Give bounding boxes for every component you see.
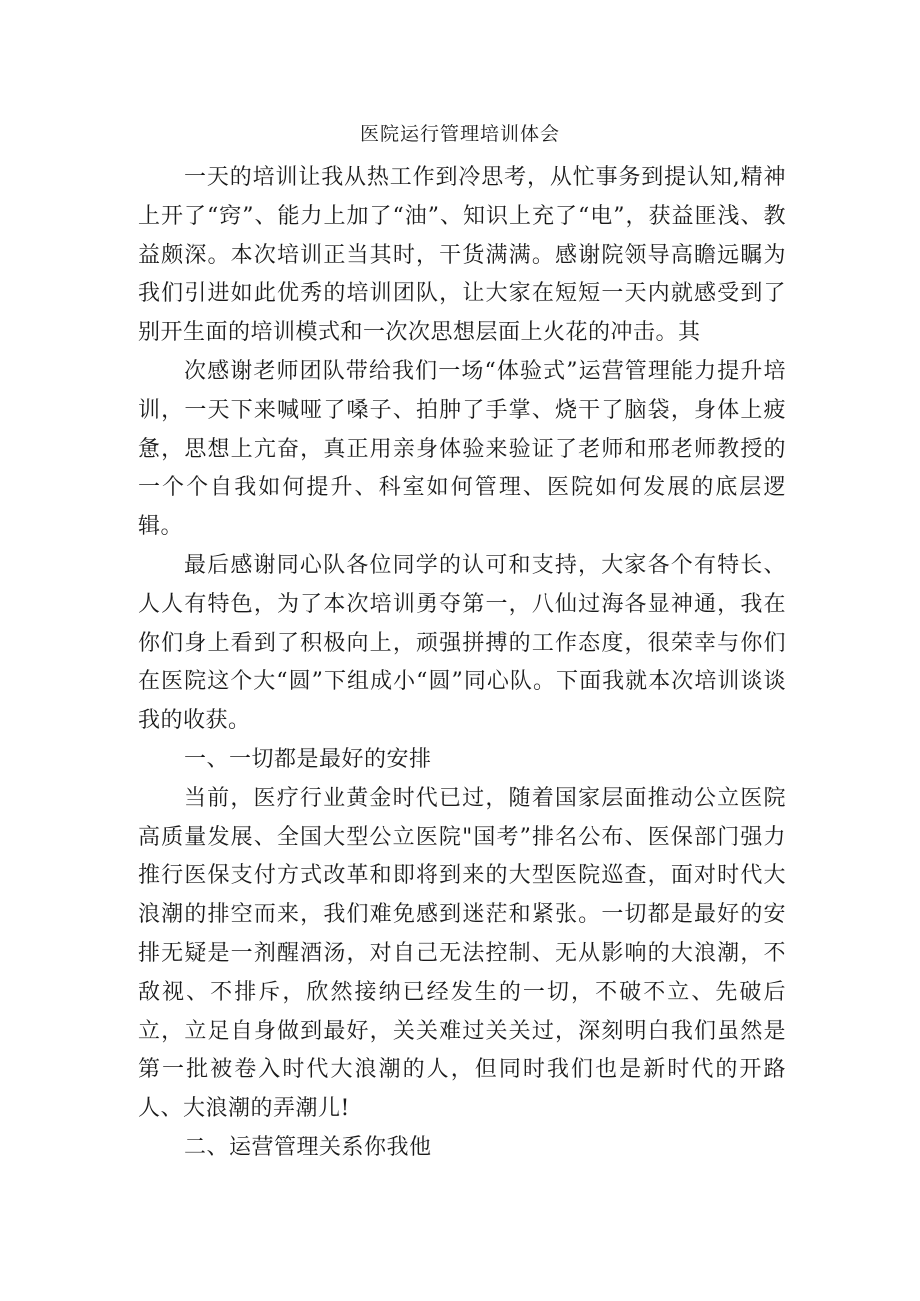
paragraph-intro: 一天的培训让我从热工作到冷思考，从忙事务到提认知,精神上开了“窍”、能力上加了“油”、知识上充了“电”，获益匪浅、教益颇深。本次培训正当其时，干货满满。感谢院领导高瞻远瞩为我们引进如此优秀的培训团队，让大家在短短一天内就感受到了别开生面的培训模式和一次次思想层面上火花的冲击。其 (138, 165, 786, 346)
paragraph-thanks-teachers: 次感谢老师团队带给我们一场“体验式”运营管理能力提升培训，一天下来喊哑了嗓子、拍肿了手掌、烧干了脑袋，身体上疲惫，思想上亢奋，真正用亲身体验来验证了老师和邢老师教授的一个个自我如何提升、科室如何管理、医院如何发展的底层逻辑。 (138, 358, 786, 540)
section-heading-2: 二、运营管理关系你我他 (184, 1134, 432, 1160)
document-title: 医院运行管理培训体会 (359, 123, 560, 145)
paragraph-section-1: 当前，医疗行业黄金时代已过，随着国家层面推动公立医院高质量发展、全国大型公立医院"国考”排名公布、医保部门强力推行医保支付方式改革和即将到来的大型医院巡查，面对时代大浪潮的排空而来，我们难免感到迷茫和紧张。一切都是最好的安排无疑是一剂醒酒汤，对自己无法控制、无从影响的大浪潮，不敌视、不排斥，欣然接纳已经发生的一切，不破不立、先破后立，立足自身做到最好，关关难过关关过，深刻明白我们虽然是第一批被卷入时代大浪潮的人，但同时我们也是新时代的开路人、大浪潮的弄潮儿! (138, 785, 786, 1122)
document-body (138, 159, 786, 1168)
section-heading-1: 一、一切都是最好的安排 (184, 746, 432, 772)
paragraph-thanks-team: 最后感谢同心队各位同学的认可和支持，大家各个有特长、人人有特色，为了本次培训勇夺第一，八仙过海各显神通，我在你们身上看到了积极向上，顽强拼搏的工作态度，很荣幸与你们在医院这个大“圆”下组成小“圆”同心队。下面我就本次培训谈谈我的收获。 (138, 552, 786, 734)
